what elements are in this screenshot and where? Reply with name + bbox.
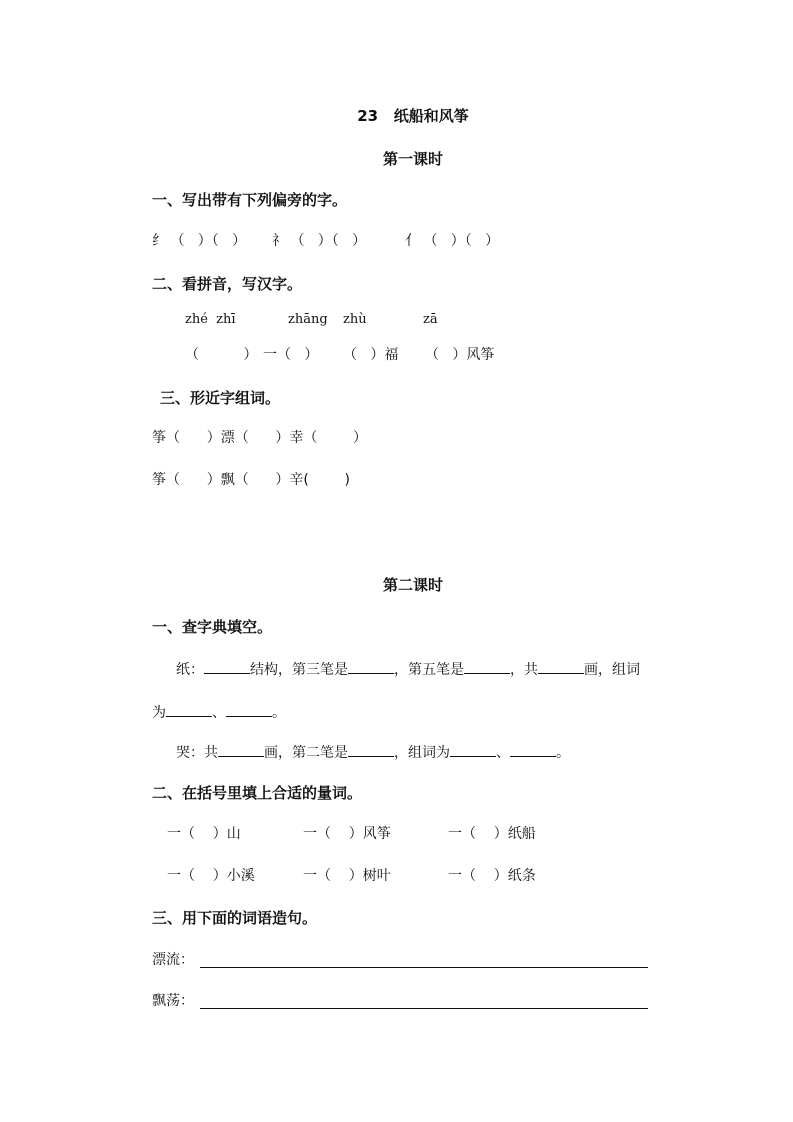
radical-item: 纟 （ ）（ ） xyxy=(152,233,247,249)
text: ，组词为 xyxy=(394,745,450,761)
blank xyxy=(450,742,496,757)
radical-item: 礻 （ ）（ ） xyxy=(272,233,367,249)
sentence-line xyxy=(200,1008,648,1009)
blank xyxy=(166,702,212,717)
l2-q1-title: 一、查字典填空。 xyxy=(152,618,273,636)
l2-q3-title: 三、用下面的词语造句。 xyxy=(152,909,318,927)
pinyin: zhé zhī xyxy=(185,312,236,327)
text: 、 xyxy=(496,745,510,761)
text: 为 xyxy=(152,705,166,721)
blank xyxy=(348,659,394,674)
answer-blank: （ ）福 xyxy=(343,347,399,363)
sentence-word: 飘荡： xyxy=(152,993,194,1009)
text: 结构，第三笔是 xyxy=(250,662,348,678)
pinyin: zhāng xyxy=(288,312,328,327)
fill-line-zhi xyxy=(176,659,640,679)
sentence-line xyxy=(200,967,648,968)
pinyin: zhù xyxy=(343,312,367,327)
measure-item: 一（ ）纸条 xyxy=(448,868,536,884)
measure-item: 一（ ）风筝 xyxy=(303,826,391,842)
blank xyxy=(510,742,556,757)
lesson1-heading: 第一课时 xyxy=(382,150,444,168)
l1-q1-title: 一、写出带有下列偏旁的字。 xyxy=(152,191,348,209)
l2-q2-title: 二、在括号里填上合适的量词。 xyxy=(152,784,363,802)
text: 。 xyxy=(556,745,570,761)
l1-q3-title: 三、形近字组词。 xyxy=(160,389,281,407)
fill-line-ku xyxy=(176,742,570,762)
measure-item: 一（ ）树叶 xyxy=(303,868,391,884)
word-row: 筝（ ）漂（ ）幸（ ） xyxy=(152,430,368,446)
radical-item: 亻 （ ）（ ） xyxy=(405,233,500,249)
sentence-word: 漂流： xyxy=(152,952,194,968)
measure-item: 一（ ）山 xyxy=(167,826,241,842)
text: 、 xyxy=(212,705,226,721)
blank xyxy=(538,659,584,674)
blank xyxy=(348,742,394,757)
text: 哭：共 xyxy=(176,745,218,761)
text: ，共 xyxy=(510,662,538,678)
measure-item: 一（ ）纸船 xyxy=(448,826,536,842)
answer-blank: 一（ ） xyxy=(263,347,319,363)
text: ，第五笔是 xyxy=(394,662,464,678)
measure-item: 一（ ）小溪 xyxy=(167,868,255,884)
text: 画，组词 xyxy=(584,662,640,678)
l1-q2-title: 二、看拼音，写汉字。 xyxy=(152,275,303,293)
blank xyxy=(204,659,250,674)
document-title: 23 纸船和风筝 xyxy=(357,107,469,125)
text: 。 xyxy=(272,705,286,721)
text: 纸： xyxy=(176,662,204,678)
text: 画，第二笔是 xyxy=(264,745,348,761)
fill-line-cont xyxy=(152,702,286,722)
word-row: 筝（ ）飘（ ）辛( ) xyxy=(152,472,350,488)
lesson2-heading: 第二课时 xyxy=(382,576,444,594)
blank xyxy=(218,742,264,757)
answer-blank: （ ） xyxy=(185,347,258,363)
answer-blank: （ ）风筝 xyxy=(425,347,495,363)
blank xyxy=(226,702,272,717)
blank xyxy=(464,659,510,674)
pinyin: zā xyxy=(423,312,438,327)
